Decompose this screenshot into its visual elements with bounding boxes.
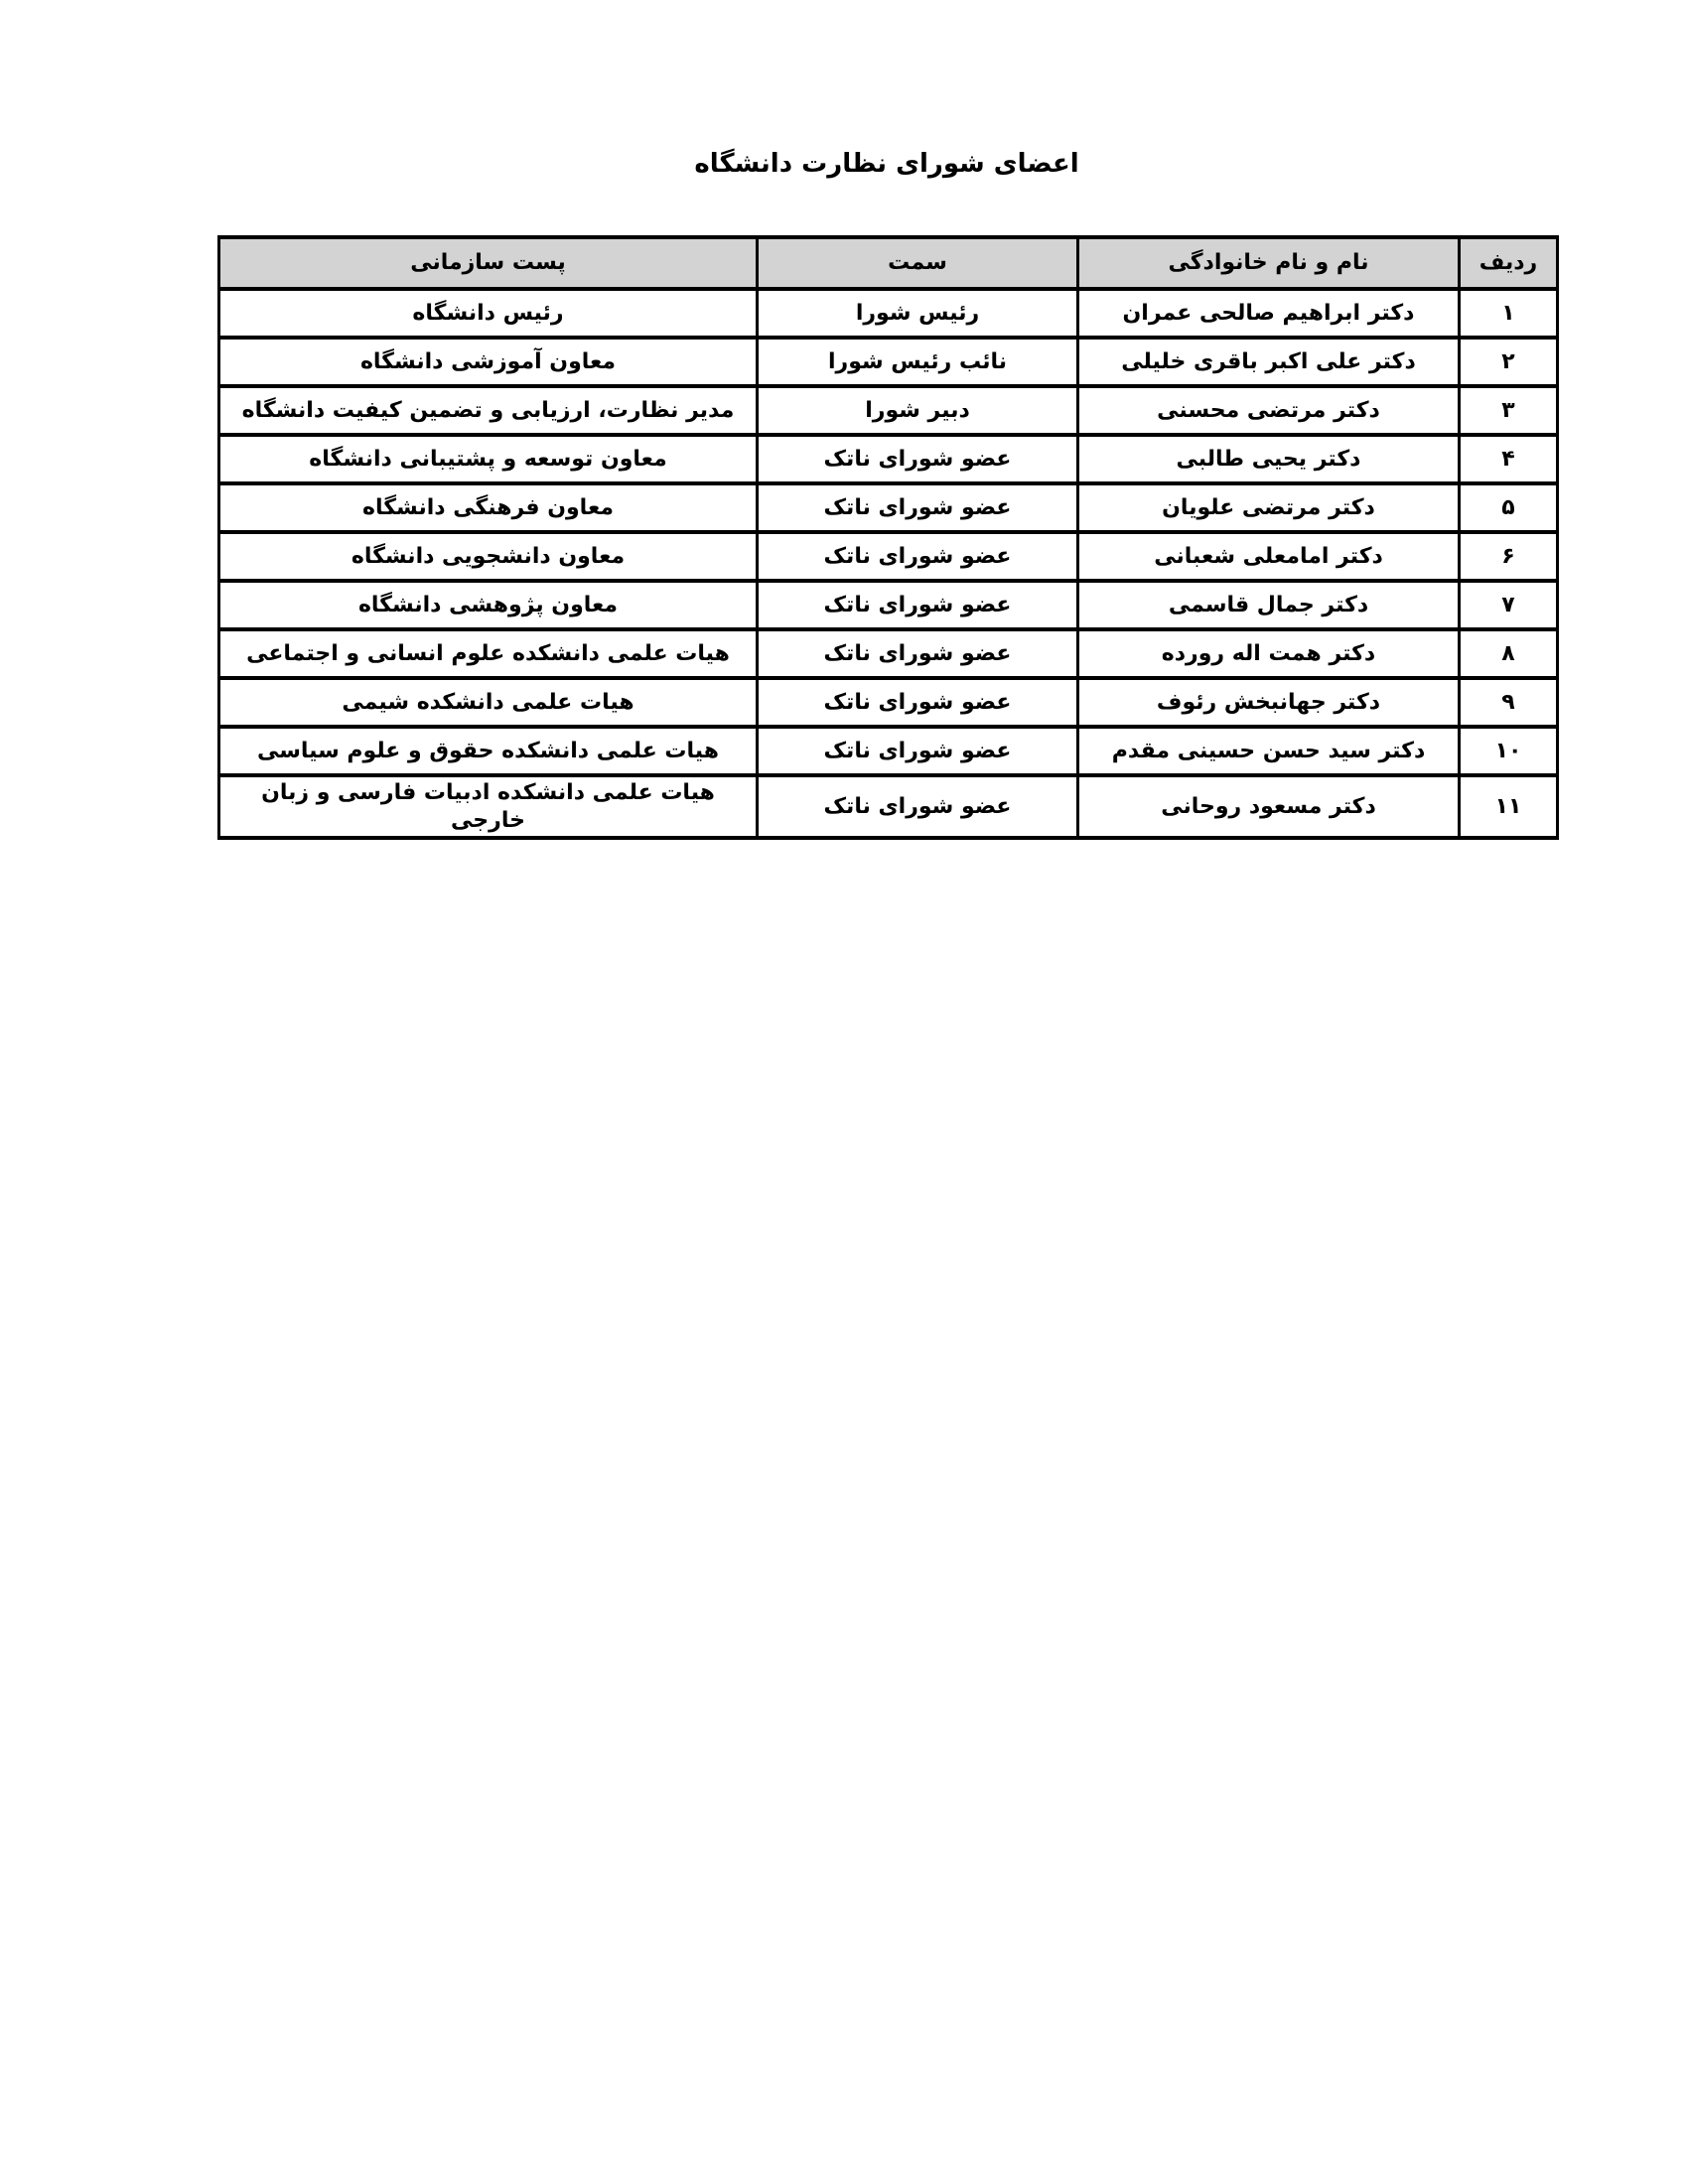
cell-position: عضو شورای ناتک <box>758 532 1078 581</box>
cell-row-no: ۱۰ <box>1460 727 1558 775</box>
cell-row-no: ۱۱ <box>1460 775 1558 838</box>
cell-org-post: هیات علمی دانشکده ادبیات فارسی و زبان خارجی <box>219 775 758 838</box>
cell-org-post: هیات علمی دانشکده علوم انسانی و اجتماعی <box>219 629 758 678</box>
table-row <box>219 435 1558 483</box>
table-header <box>219 237 1558 289</box>
cell-name: دکتر همت اله رورده <box>1078 629 1460 678</box>
cell-name: دکتر سید حسن حسینی مقدم <box>1078 727 1460 775</box>
cell-org-post: مدیر نظارت، ارزیابی و تضمین کیفیت دانشگاه <box>219 386 758 435</box>
cell-row-no: ۷ <box>1460 581 1558 629</box>
table-row <box>219 532 1558 581</box>
cell-position: عضو شورای ناتک <box>758 483 1078 532</box>
cell-org-post: معاون توسعه و پشتیبانی دانشگاه <box>219 435 758 483</box>
header-cell-name: نام و نام خانوادگی <box>1078 237 1460 289</box>
cell-row-no: ۴ <box>1460 435 1558 483</box>
header-cell-row-no: ردیف <box>1460 237 1558 289</box>
cell-org-post: هیات علمی دانشکده شیمی <box>219 678 758 727</box>
cell-position: عضو شورای ناتک <box>758 435 1078 483</box>
cell-name: دکتر مسعود روحانی <box>1078 775 1460 838</box>
table-row <box>219 629 1558 678</box>
cell-org-post: هیات علمی دانشکده حقوق و علوم سیاسی <box>219 727 758 775</box>
cell-name: دکتر علی اکبر باقری خلیلی <box>1078 338 1460 386</box>
page-title: اعضای شورای نظارت دانشگاه <box>694 149 1079 179</box>
cell-row-no: ۳ <box>1460 386 1558 435</box>
cell-position: عضو شورای ناتک <box>758 727 1078 775</box>
cell-position: عضو شورای ناتک <box>758 678 1078 727</box>
cell-position: دبیر شورا <box>758 386 1078 435</box>
table-row <box>219 678 1558 727</box>
cell-row-no: ۲ <box>1460 338 1558 386</box>
cell-row-no: ۸ <box>1460 629 1558 678</box>
cell-position: عضو شورای ناتک <box>758 629 1078 678</box>
cell-position: عضو شورای ناتک <box>758 581 1078 629</box>
members-table <box>217 235 1559 840</box>
cell-org-post: معاون دانشجویی دانشگاه <box>219 532 758 581</box>
header-cell-org-post: پست سازمانی <box>219 237 758 289</box>
cell-name: دکتر امامعلی شعبانی <box>1078 532 1460 581</box>
cell-position: نائب رئیس شورا <box>758 338 1078 386</box>
table-row <box>219 338 1558 386</box>
cell-name: دکتر مرتضی علویان <box>1078 483 1460 532</box>
cell-position: رئیس شورا <box>758 289 1078 338</box>
cell-position: عضو شورای ناتک <box>758 775 1078 838</box>
cell-org-post: معاون فرهنگی دانشگاه <box>219 483 758 532</box>
cell-row-no: ۶ <box>1460 532 1558 581</box>
cell-name: دکتر جهانبخش رئوف <box>1078 678 1460 727</box>
table-row <box>219 727 1558 775</box>
table-row <box>219 483 1558 532</box>
cell-row-no: ۵ <box>1460 483 1558 532</box>
table-body <box>219 289 1558 838</box>
cell-name: دکتر مرتضی محسنی <box>1078 386 1460 435</box>
cell-name: دکتر یحیی طالبی <box>1078 435 1460 483</box>
cell-row-no: ۹ <box>1460 678 1558 727</box>
table-row <box>219 386 1558 435</box>
header-cell-position: سمت <box>758 237 1078 289</box>
cell-org-post: معاون آموزشی دانشگاه <box>219 338 758 386</box>
cell-org-post: معاون پژوهشی دانشگاه <box>219 581 758 629</box>
cell-org-post: رئیس دانشگاه <box>219 289 758 338</box>
cell-name: دکتر جمال قاسمی <box>1078 581 1460 629</box>
cell-row-no: ۱ <box>1460 289 1558 338</box>
table-row <box>219 289 1558 338</box>
table-row <box>219 581 1558 629</box>
header-row <box>219 237 1558 289</box>
cell-name: دکتر ابراهیم صالحی عمران <box>1078 289 1460 338</box>
table-row <box>219 775 1558 838</box>
